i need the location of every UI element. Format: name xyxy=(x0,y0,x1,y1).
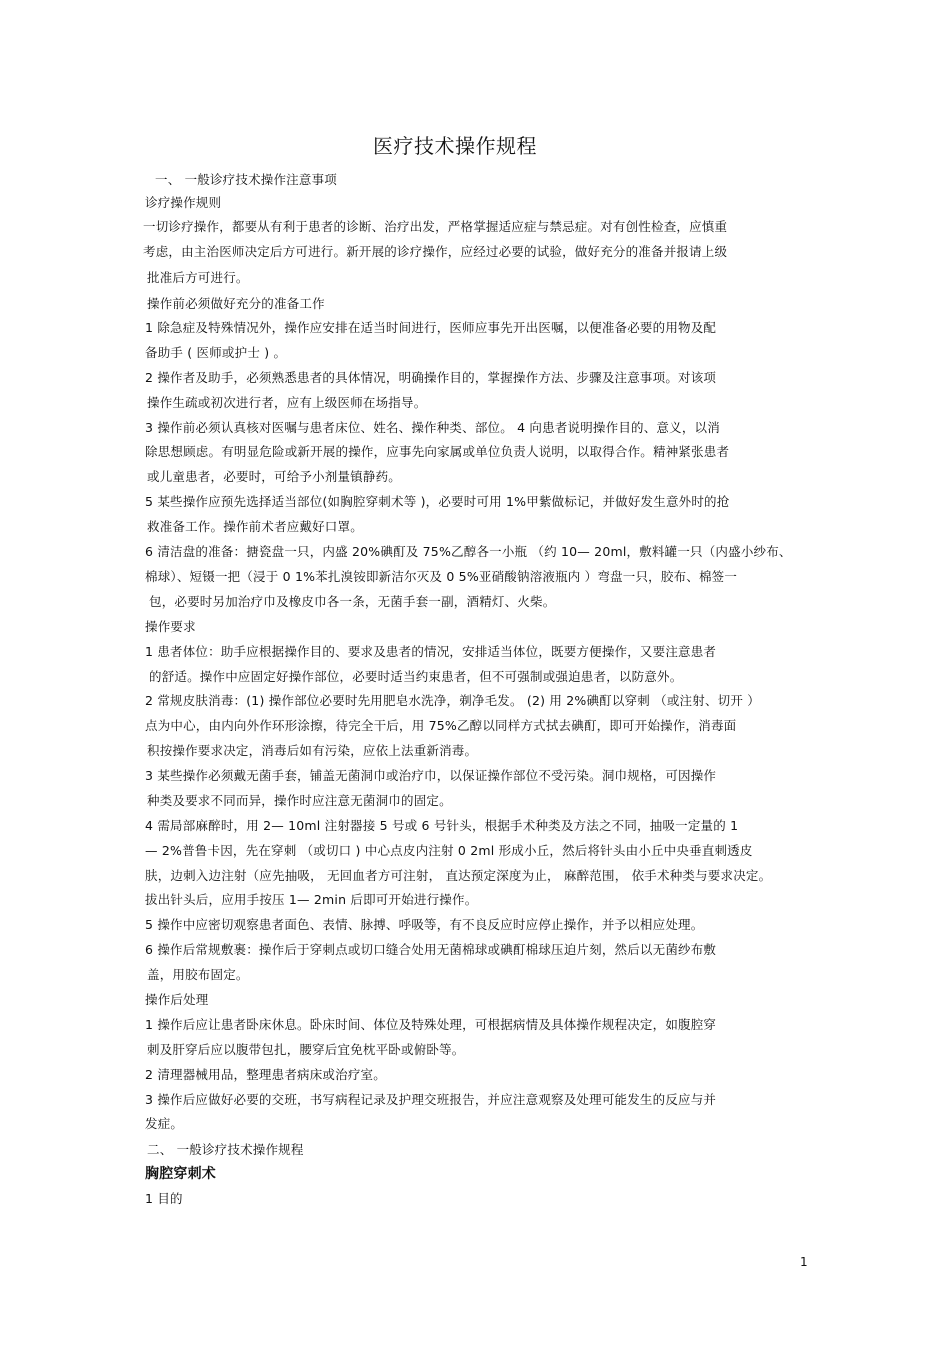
list-item-line: 2 常规皮肤消毒：(1) 操作部位必要时先用肥皂水洗净，剃净毛发。 (2) 用 2%碘酊以穿刺 （或注射、切开 ） xyxy=(145,693,760,708)
paragraph-line: 一切诊疗操作，都要从有利于患者的诊断、治疗出发，严格掌握适应症与禁忌症。对有创性检查，应慎重 xyxy=(143,219,728,234)
paragraph-line: 考虑，由主治医师决定后方可进行。新开展的诊疗操作，应经过必要的试验，做好充分的准备并报请上级 xyxy=(143,244,728,259)
list-item-line: 救准备工作。操作前术者应戴好口罩。 xyxy=(147,519,363,534)
subsection-heading: 诊疗操作规则 xyxy=(145,195,222,210)
list-item-line: 1 患者体位：助手应根据操作目的、要求及患者的情况，安排适当体位，既要方便操作，又要注意患者 xyxy=(145,644,717,659)
list-item-line: 盖，用胶布固定。 xyxy=(147,967,249,982)
list-item-line: 种类及要求不同而异，操作时应注意无菌洞巾的固定。 xyxy=(147,793,452,808)
list-item-line: 5 操作中应密切观察患者面色、表情、脉搏、呼吸等，有不良反应时应停止操作，并予以相应处理。 xyxy=(145,917,704,932)
paragraph-line: 批准后方可进行。 xyxy=(147,270,249,285)
document-title: 医疗技术操作规程 xyxy=(373,134,537,158)
list-item-line: 积按操作要求决定，消毒后如有污染，应依上法重新消毒。 xyxy=(147,743,478,758)
list-item-line: 除思想顾虑。有明显危险或新开展的操作，应事先向家属或单位负责人说明，以取得合作。精神紧张患者 xyxy=(145,444,730,459)
list-item-line: 1 操作后应让患者卧床休息。卧床时间、体位及特殊处理，可根据病情及具体操作规程决定，如腹腔穿 xyxy=(145,1017,717,1032)
subsection-heading: 操作前必须做好充分的准备工作 xyxy=(147,296,325,311)
list-item-line: 拔出针头后，应用手按压 1— 2min 后即可开始进行操作。 xyxy=(145,892,478,907)
list-item-line: 3 操作前必须认真核对医嘱与患者床位、姓名、操作种类、部位。 4 向患者说明操作目的、意义，以消 xyxy=(145,420,720,435)
list-item-line: 操作生疏或初次进行者，应有上级医师在场指导。 xyxy=(147,395,427,410)
section-heading-1: 一、 一般诊疗技术操作注意事项 xyxy=(155,172,337,187)
list-item-line: 或儿童患者，必要时，可给予小剂量镇静药。 xyxy=(147,469,402,484)
list-item-line: 4 需局部麻醉时，用 2— 10ml 注射器接 5 号或 6 号针头，根据手术种类及方法之不同，抽吸一定量的 1 xyxy=(145,818,739,833)
list-item-line: 3 某些操作必须戴无菌手套，铺盖无菌洞巾或治疗巾，以保证操作部位不受污染。洞巾规格，可因操作 xyxy=(145,768,717,783)
list-item-line: — 2%普鲁卡因，先在穿刺 （或切口 ) 中心点皮内注射 0 2ml 形成小丘，然后将针头由小丘中央垂直刺透皮 xyxy=(145,843,753,858)
list-item-line: 的舒适。操作中应固定好操作部位，必要时适当约束患者，但不可强制或强迫患者，以防意外。 xyxy=(149,669,683,684)
list-item-line: 1 目的 xyxy=(145,1191,183,1206)
procedure-heading: 胸腔穿刺术 xyxy=(145,1166,216,1182)
list-item-line: 点为中心，由内向外作环形涂擦，待完全干后，用 75%乙醇以同样方式拭去碘酊，即可开始操作，消毒面 xyxy=(145,718,737,733)
subsection-heading: 操作要求 xyxy=(145,619,196,634)
page-number: 1 xyxy=(800,1255,808,1269)
list-item-line: 棉球）、短镊一把（浸于 0 1%苯扎溴铵即新洁尔灭及 0 5%亚硝酸钠溶液瓶内 ）弯盘一只，胶布、棉签一 xyxy=(145,569,738,584)
list-item-line: 6 清洁盘的准备：搪瓷盘一只，内盛 20%碘酊及 75%乙醇各一小瓶 （约 10— 20ml，敷料罐一只（内盛小纱布、 xyxy=(145,544,792,559)
list-item-line: 发症。 xyxy=(145,1116,184,1131)
section-heading-2: 二、 一般诊疗技术操作规程 xyxy=(147,1142,304,1157)
list-item-line: 1 除急症及特殊情况外，操作应安排在适当时间进行，医师应事先开出医嘱，以便准备必要的用物及配 xyxy=(145,320,717,335)
list-item-line: 2 清理器械用品，整理患者病床或治疗室。 xyxy=(145,1067,386,1082)
list-item-line: 3 操作后应做好必要的交班，书写病程记录及护理交班报告，并应注意观察及处理可能发生的反应与并 xyxy=(145,1092,717,1107)
subsection-heading: 操作后处理 xyxy=(145,992,209,1007)
list-item-line: 2 操作者及助手，必须熟悉患者的具体情况，明确操作目的，掌握操作方法、步骤及注意事项。对该项 xyxy=(145,370,717,385)
list-item-line: 备助手 ( 医师或护士 ) 。 xyxy=(145,345,287,360)
list-item-line: 肤，边刺入边注射（应先抽吸， 无回血者方可注射， 直达预定深度为止， 麻醉范围， 依手术种类与要求决定。 xyxy=(145,868,772,883)
list-item-line: 刺及肝穿后应以腹带包扎，腰穿后宜免枕平卧或俯卧等。 xyxy=(147,1042,465,1057)
list-item-line: 包，必要时另加治疗巾及橡皮巾各一条，无菌手套一副，酒精灯、火柴。 xyxy=(149,594,556,609)
list-item-line: 6 操作后常规敷裹：操作后于穿刺点或切口缝合处用无菌棉球或碘酊棉球压迫片刻，然后以无菌纱布敷 xyxy=(145,942,717,957)
list-item-line: 5 某些操作应预先选择适当部位(如胸腔穿刺术等 )，必要时可用 1%甲紫做标记，并做好发生意外时的抢 xyxy=(145,494,730,509)
